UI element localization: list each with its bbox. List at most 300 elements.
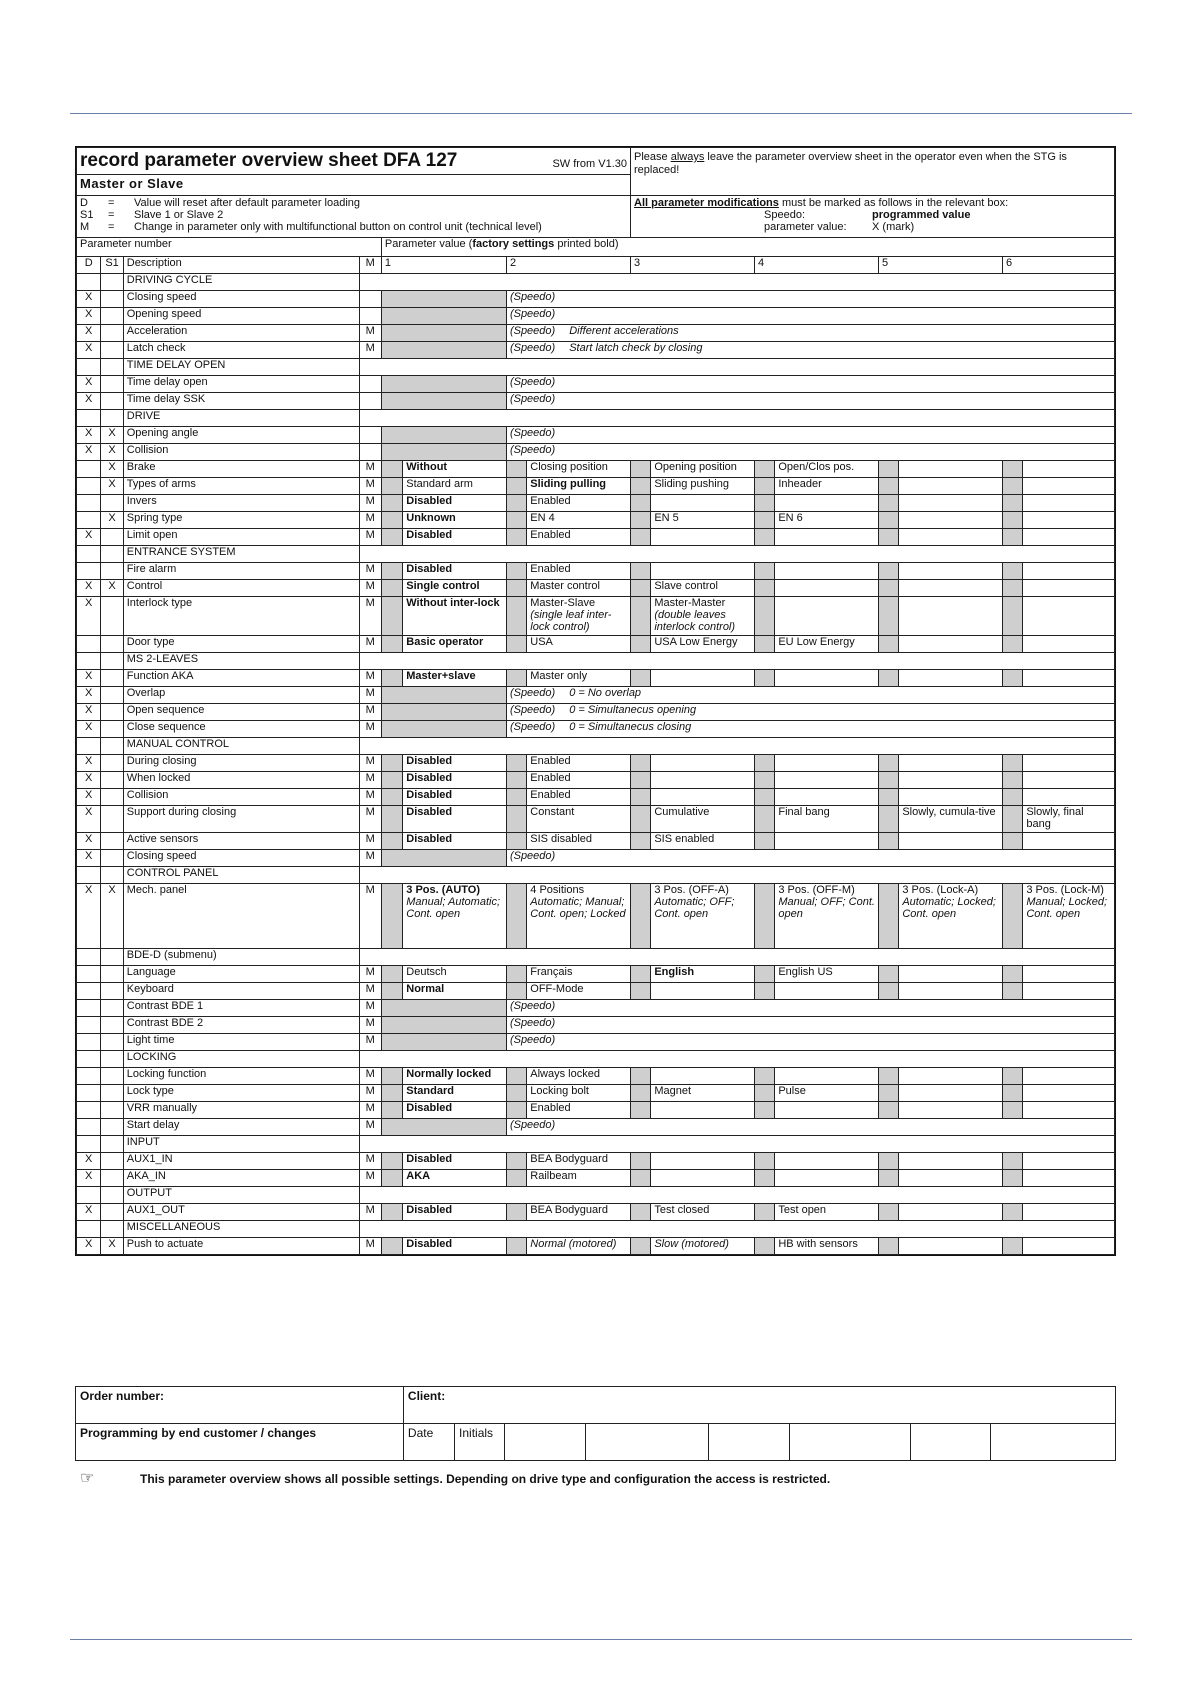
option-label: EN 5 [654, 512, 679, 524]
m-mark: M [359, 1102, 381, 1119]
mark-box[interactable] [506, 806, 526, 833]
speedo-cell [506, 1000, 1114, 1017]
mark-box[interactable] [1003, 580, 1023, 597]
mark-box[interactable] [879, 884, 899, 949]
speedo-note: Different accelerations [569, 325, 679, 337]
option-cell [899, 833, 1003, 850]
param-value: X (mark) [872, 221, 915, 233]
mark-box[interactable] [381, 1068, 402, 1085]
mark-box[interactable] [1003, 1153, 1023, 1170]
mark-box[interactable] [381, 636, 402, 653]
entry-cell[interactable] [991, 1424, 1116, 1461]
option-label: 3 Pos. (OFF-A) [654, 884, 729, 896]
option-cell [899, 636, 1003, 653]
mark-box[interactable] [381, 461, 402, 478]
d-mark [77, 563, 101, 580]
mark-box[interactable] [631, 580, 651, 597]
option-cell [775, 1204, 879, 1221]
mark-box[interactable] [631, 1102, 651, 1119]
mark-box[interactable] [631, 789, 651, 806]
speedo-label: (Speedo) [509, 1119, 556, 1131]
option-label: Final bang [778, 806, 830, 818]
d-mark: X [77, 670, 101, 687]
mark-box[interactable] [631, 833, 651, 850]
option-cell [775, 966, 879, 983]
mark-box[interactable] [755, 512, 775, 529]
option-cell [775, 884, 879, 949]
mark-box[interactable] [506, 580, 526, 597]
mark-box[interactable] [755, 884, 775, 949]
mark-box[interactable] [1003, 495, 1023, 512]
mark-box[interactable] [1003, 1102, 1023, 1119]
section-row [77, 1136, 1115, 1153]
mark-box[interactable] [755, 1204, 775, 1221]
mark-box[interactable] [1003, 529, 1023, 546]
mark-box[interactable] [381, 789, 402, 806]
mark-box[interactable] [381, 580, 402, 597]
mark-box[interactable] [381, 1170, 402, 1187]
section-title: INPUT [123, 1136, 359, 1153]
option-cell [403, 833, 507, 850]
mark-box[interactable] [755, 1238, 775, 1255]
parameter-row [77, 1102, 1115, 1119]
option-label: USA [530, 636, 553, 648]
value-box-shaded[interactable] [381, 444, 506, 461]
mark-box[interactable] [506, 495, 526, 512]
mark-box[interactable] [506, 529, 526, 546]
option-cell [527, 806, 631, 833]
mark-box[interactable] [381, 512, 402, 529]
mark-box[interactable] [755, 806, 775, 833]
mark-box[interactable] [506, 983, 526, 1000]
option-cell [899, 983, 1003, 1000]
option-cell [403, 966, 507, 983]
col-description: Description [123, 257, 359, 274]
mark-box[interactable] [506, 1102, 526, 1119]
mark-box[interactable] [755, 1102, 775, 1119]
mark-box[interactable] [506, 636, 526, 653]
mark-box[interactable] [879, 1085, 899, 1102]
speedo-label: (Speedo) [509, 325, 556, 337]
value-box-shaded[interactable] [381, 721, 506, 738]
mark-box[interactable] [1003, 789, 1023, 806]
m-mark [359, 376, 381, 393]
mark-box[interactable] [631, 772, 651, 789]
option-cell [403, 1102, 507, 1119]
entry-cell[interactable] [505, 1424, 586, 1461]
m-mark: M [359, 563, 381, 580]
mark-box[interactable] [1003, 806, 1023, 833]
mark-box[interactable] [1003, 512, 1023, 529]
mark-box[interactable] [755, 789, 775, 806]
option-label: Master+slave [406, 670, 476, 682]
notice-cell [631, 148, 1115, 196]
mark-box[interactable] [381, 495, 402, 512]
mark-box[interactable] [755, 833, 775, 850]
parameter-row [77, 687, 1115, 704]
pointing-hand-icon: ☞ [80, 1470, 95, 1487]
option-cell [527, 789, 631, 806]
parameter-row [77, 966, 1115, 983]
d-cell [77, 1051, 101, 1068]
mark-box[interactable] [755, 1170, 775, 1187]
value-box-shaded[interactable] [381, 1034, 506, 1051]
parameter-description: Light time [123, 1034, 359, 1051]
value-box-shaded[interactable] [381, 704, 506, 721]
mark-box[interactable] [631, 806, 651, 833]
mark-box[interactable] [506, 1204, 526, 1221]
option-label: Sliding pushing [654, 478, 729, 490]
mark-box[interactable] [1003, 461, 1023, 478]
parameter-description: AUX1_IN [123, 1153, 359, 1170]
mark-box[interactable] [506, 1153, 526, 1170]
option-cell [1023, 580, 1115, 597]
option-cell [403, 1204, 507, 1221]
section-row [77, 546, 1115, 563]
mark-box[interactable] [506, 478, 526, 495]
mark-box[interactable] [381, 755, 402, 772]
parameter-description: Closing speed [123, 291, 359, 308]
parameter-description: Opening speed [123, 308, 359, 325]
parameter-description: Closing speed [123, 850, 359, 867]
option-cell [899, 563, 1003, 580]
mark-box[interactable] [381, 772, 402, 789]
mark-box[interactable] [631, 478, 651, 495]
option-cell [1023, 597, 1115, 636]
mark-box[interactable] [381, 478, 402, 495]
mark-box[interactable] [381, 1102, 402, 1119]
d-mark: X [77, 597, 101, 636]
mark-box[interactable] [631, 983, 651, 1000]
param-value-post: printed bold) [554, 238, 619, 250]
value-box-shaded[interactable] [381, 687, 506, 704]
mark-box[interactable] [631, 597, 651, 636]
option-cell [775, 636, 879, 653]
mark-box[interactable] [631, 1204, 651, 1221]
mark-box[interactable] [631, 529, 651, 546]
col-value-6: 6 [1003, 257, 1115, 274]
mark-box[interactable] [631, 1085, 651, 1102]
option-cell [1023, 670, 1115, 687]
option-cell [527, 1170, 631, 1187]
mark-box[interactable] [879, 1238, 899, 1255]
mark-box[interactable] [506, 1085, 526, 1102]
s1-mark [101, 966, 123, 983]
option-label: Without [406, 461, 448, 473]
option-cell [1023, 1153, 1115, 1170]
mark-box[interactable] [506, 670, 526, 687]
mark-box[interactable] [506, 597, 526, 636]
parameter-row [77, 755, 1115, 772]
mark-box[interactable] [755, 495, 775, 512]
d-mark: X [77, 806, 101, 833]
mark-box[interactable] [631, 755, 651, 772]
parameter-row [77, 1085, 1115, 1102]
mark-box[interactable] [755, 966, 775, 983]
m-mark [359, 393, 381, 410]
mark-box[interactable] [879, 772, 899, 789]
mark-box[interactable] [879, 529, 899, 546]
mark-box[interactable] [755, 529, 775, 546]
m-mark: M [359, 512, 381, 529]
mark-box[interactable] [381, 806, 402, 833]
m-mark: M [359, 772, 381, 789]
s1-mark: X [101, 1238, 123, 1255]
legend-key: M [80, 221, 90, 233]
mark-box[interactable] [506, 884, 526, 949]
mark-box[interactable] [506, 563, 526, 580]
value-box-shaded[interactable] [381, 427, 506, 444]
mark-box[interactable] [631, 636, 651, 653]
mark-box[interactable] [755, 1068, 775, 1085]
value-box-shaded[interactable] [381, 393, 506, 410]
mark-box[interactable] [381, 1238, 402, 1255]
value-box-shaded[interactable] [381, 1017, 506, 1034]
mark-box[interactable] [1003, 1238, 1023, 1255]
option-label: English US [778, 966, 833, 978]
option-cell [1023, 478, 1115, 495]
parameter-description: Locking function [123, 1068, 359, 1085]
s1-mark [101, 983, 123, 1000]
option-label: AKA [406, 1170, 431, 1182]
option-cell [527, 1238, 631, 1255]
value-box-shaded[interactable] [381, 342, 506, 359]
mark-box[interactable] [381, 966, 402, 983]
d-cell [77, 1187, 101, 1204]
mark-box[interactable] [1003, 1068, 1023, 1085]
value-box-shaded[interactable] [381, 291, 506, 308]
mark-box[interactable] [631, 563, 651, 580]
s1-mark: X [101, 427, 123, 444]
mark-box[interactable] [1003, 772, 1023, 789]
mark-box[interactable] [381, 597, 402, 636]
s1-mark [101, 291, 123, 308]
mark-box[interactable] [506, 1170, 526, 1187]
option-cell [651, 495, 755, 512]
value-box-shaded[interactable] [381, 850, 506, 867]
mark-box[interactable] [631, 670, 651, 687]
entry-cell[interactable] [708, 1424, 789, 1461]
mark-box[interactable] [1003, 1170, 1023, 1187]
option-cell [403, 983, 507, 1000]
mark-box[interactable] [381, 563, 402, 580]
d-mark: X [77, 687, 101, 704]
mark-box[interactable] [879, 1153, 899, 1170]
mark-box[interactable] [755, 1153, 775, 1170]
mark-box[interactable] [755, 461, 775, 478]
mark-box[interactable] [631, 1238, 651, 1255]
entry-cell[interactable] [911, 1424, 991, 1461]
option-cell [899, 1204, 1003, 1221]
option-label: Test open [778, 1204, 827, 1216]
option-label: Enabled [530, 772, 571, 784]
parameter-row [77, 704, 1115, 721]
option-label: Disabled [406, 833, 453, 845]
m-mark [359, 444, 381, 461]
option-label: Sliding pulling [530, 478, 607, 490]
m-mark: M [359, 966, 381, 983]
d-mark: X [77, 833, 101, 850]
option-label: Opening position [654, 461, 737, 473]
mark-box[interactable] [1003, 966, 1023, 983]
option-cell [527, 884, 631, 949]
option-cell [403, 1153, 507, 1170]
mark-box[interactable] [1003, 884, 1023, 949]
mark-box[interactable] [1003, 478, 1023, 495]
mark-box[interactable] [879, 755, 899, 772]
mark-box[interactable] [879, 1068, 899, 1085]
top-rule [70, 113, 1132, 114]
mark-box[interactable] [1003, 563, 1023, 580]
m-mark: M [359, 670, 381, 687]
option-label: Closing position [530, 461, 608, 473]
mark-box[interactable] [506, 1068, 526, 1085]
value-box-shaded[interactable] [381, 1000, 506, 1017]
mark-box[interactable] [879, 636, 899, 653]
value-box-shaded[interactable] [381, 308, 506, 325]
option-label: Slowly, final bang [1026, 806, 1084, 830]
mark-box[interactable] [879, 1204, 899, 1221]
option-cell [775, 670, 879, 687]
mark-box[interactable] [879, 1102, 899, 1119]
mark-box[interactable] [506, 1238, 526, 1255]
mark-box[interactable] [506, 966, 526, 983]
mark-box[interactable] [381, 529, 402, 546]
mark-box[interactable] [506, 512, 526, 529]
mark-box[interactable] [631, 461, 651, 478]
mark-box[interactable] [506, 772, 526, 789]
speedo-note: 0 = No overlap [569, 687, 642, 699]
d-mark: X [77, 376, 101, 393]
mark-box[interactable] [381, 983, 402, 1000]
option-cell [651, 512, 755, 529]
entry-cell[interactable] [586, 1424, 708, 1461]
section-title: MS 2-LEAVES [123, 653, 359, 670]
mark-box[interactable] [631, 966, 651, 983]
mark-box[interactable] [755, 1085, 775, 1102]
mark-box[interactable] [879, 512, 899, 529]
mark-box[interactable] [879, 966, 899, 983]
mark-box[interactable] [1003, 670, 1023, 687]
mark-box[interactable] [631, 884, 651, 949]
mark-box[interactable] [506, 755, 526, 772]
mark-box[interactable] [1003, 755, 1023, 772]
mark-box[interactable] [755, 983, 775, 1000]
option-label: English [654, 966, 695, 978]
s1-mark [101, 393, 123, 410]
value-box-shaded[interactable] [381, 325, 506, 342]
mark-box[interactable] [879, 597, 899, 636]
option-cell [899, 529, 1003, 546]
mark-box[interactable] [1003, 833, 1023, 850]
mark-box[interactable] [755, 755, 775, 772]
option-label: Always locked [530, 1068, 600, 1080]
mark-box[interactable] [755, 597, 775, 636]
m-mark: M [359, 789, 381, 806]
mark-box[interactable] [506, 461, 526, 478]
s1-mark [101, 1017, 123, 1034]
mark-box[interactable] [879, 789, 899, 806]
d-mark: X [77, 1204, 101, 1221]
param-value-header [381, 238, 1114, 257]
d-mark: X [77, 850, 101, 867]
parameter-row [77, 478, 1115, 495]
mark-box[interactable] [879, 478, 899, 495]
mark-box[interactable] [631, 1068, 651, 1085]
mark-box[interactable] [879, 461, 899, 478]
value-box-shaded[interactable] [381, 1119, 506, 1136]
mark-box[interactable] [631, 1170, 651, 1187]
option-label: Disabled [406, 1102, 453, 1114]
mark-box[interactable] [506, 833, 526, 850]
mark-box[interactable] [381, 670, 402, 687]
speedo-label: (Speedo) [509, 704, 556, 716]
parameter-row [77, 495, 1115, 512]
mark-box[interactable] [506, 789, 526, 806]
mark-box[interactable] [1003, 597, 1023, 636]
mark-box[interactable] [879, 670, 899, 687]
s1-cell [101, 410, 123, 427]
mark-box[interactable] [755, 670, 775, 687]
legend-key: S1 [80, 209, 94, 221]
mark-box[interactable] [631, 512, 651, 529]
section-filler [359, 410, 1114, 427]
mark-box[interactable] [879, 495, 899, 512]
option-cell [527, 1102, 631, 1119]
mark-box[interactable] [879, 983, 899, 1000]
mark-box[interactable] [631, 495, 651, 512]
option-label: Without inter-lock [406, 597, 500, 609]
mark-box[interactable] [755, 478, 775, 495]
mark-box[interactable] [381, 1153, 402, 1170]
entry-cell[interactable] [789, 1424, 910, 1461]
parameter-description: When locked [123, 772, 359, 789]
d-mark: X [77, 1238, 101, 1255]
speedo-note: Start latch check by closing [569, 342, 703, 354]
mark-box[interactable] [381, 1204, 402, 1221]
mark-box[interactable] [879, 1170, 899, 1187]
mark-box[interactable] [1003, 983, 1023, 1000]
section-filler [359, 867, 1114, 884]
mark-box[interactable] [755, 580, 775, 597]
d-cell [77, 410, 101, 427]
mark-box[interactable] [381, 1085, 402, 1102]
mark-box[interactable] [631, 1153, 651, 1170]
mark-box[interactable] [381, 884, 402, 949]
value-box-shaded[interactable] [381, 376, 506, 393]
mark-box[interactable] [879, 580, 899, 597]
mark-box[interactable] [1003, 636, 1023, 653]
mark-box[interactable] [879, 833, 899, 850]
mark-box[interactable] [1003, 1204, 1023, 1221]
mark-box[interactable] [879, 806, 899, 833]
speedo-cell [506, 704, 1114, 721]
mark-box[interactable] [381, 833, 402, 850]
mark-box[interactable] [755, 772, 775, 789]
mark-box[interactable] [755, 636, 775, 653]
option-label: Test closed [654, 1204, 710, 1216]
bottom-rule [70, 1639, 1132, 1640]
parameter-description: Mech. panel [123, 884, 359, 949]
order-section [75, 1386, 1116, 1461]
speedo-cell [506, 850, 1114, 867]
option-cell [651, 789, 755, 806]
mark-box[interactable] [879, 563, 899, 580]
mark-box[interactable] [755, 563, 775, 580]
d-mark: X [77, 772, 101, 789]
s1-mark [101, 376, 123, 393]
mark-box[interactable] [1003, 1085, 1023, 1102]
